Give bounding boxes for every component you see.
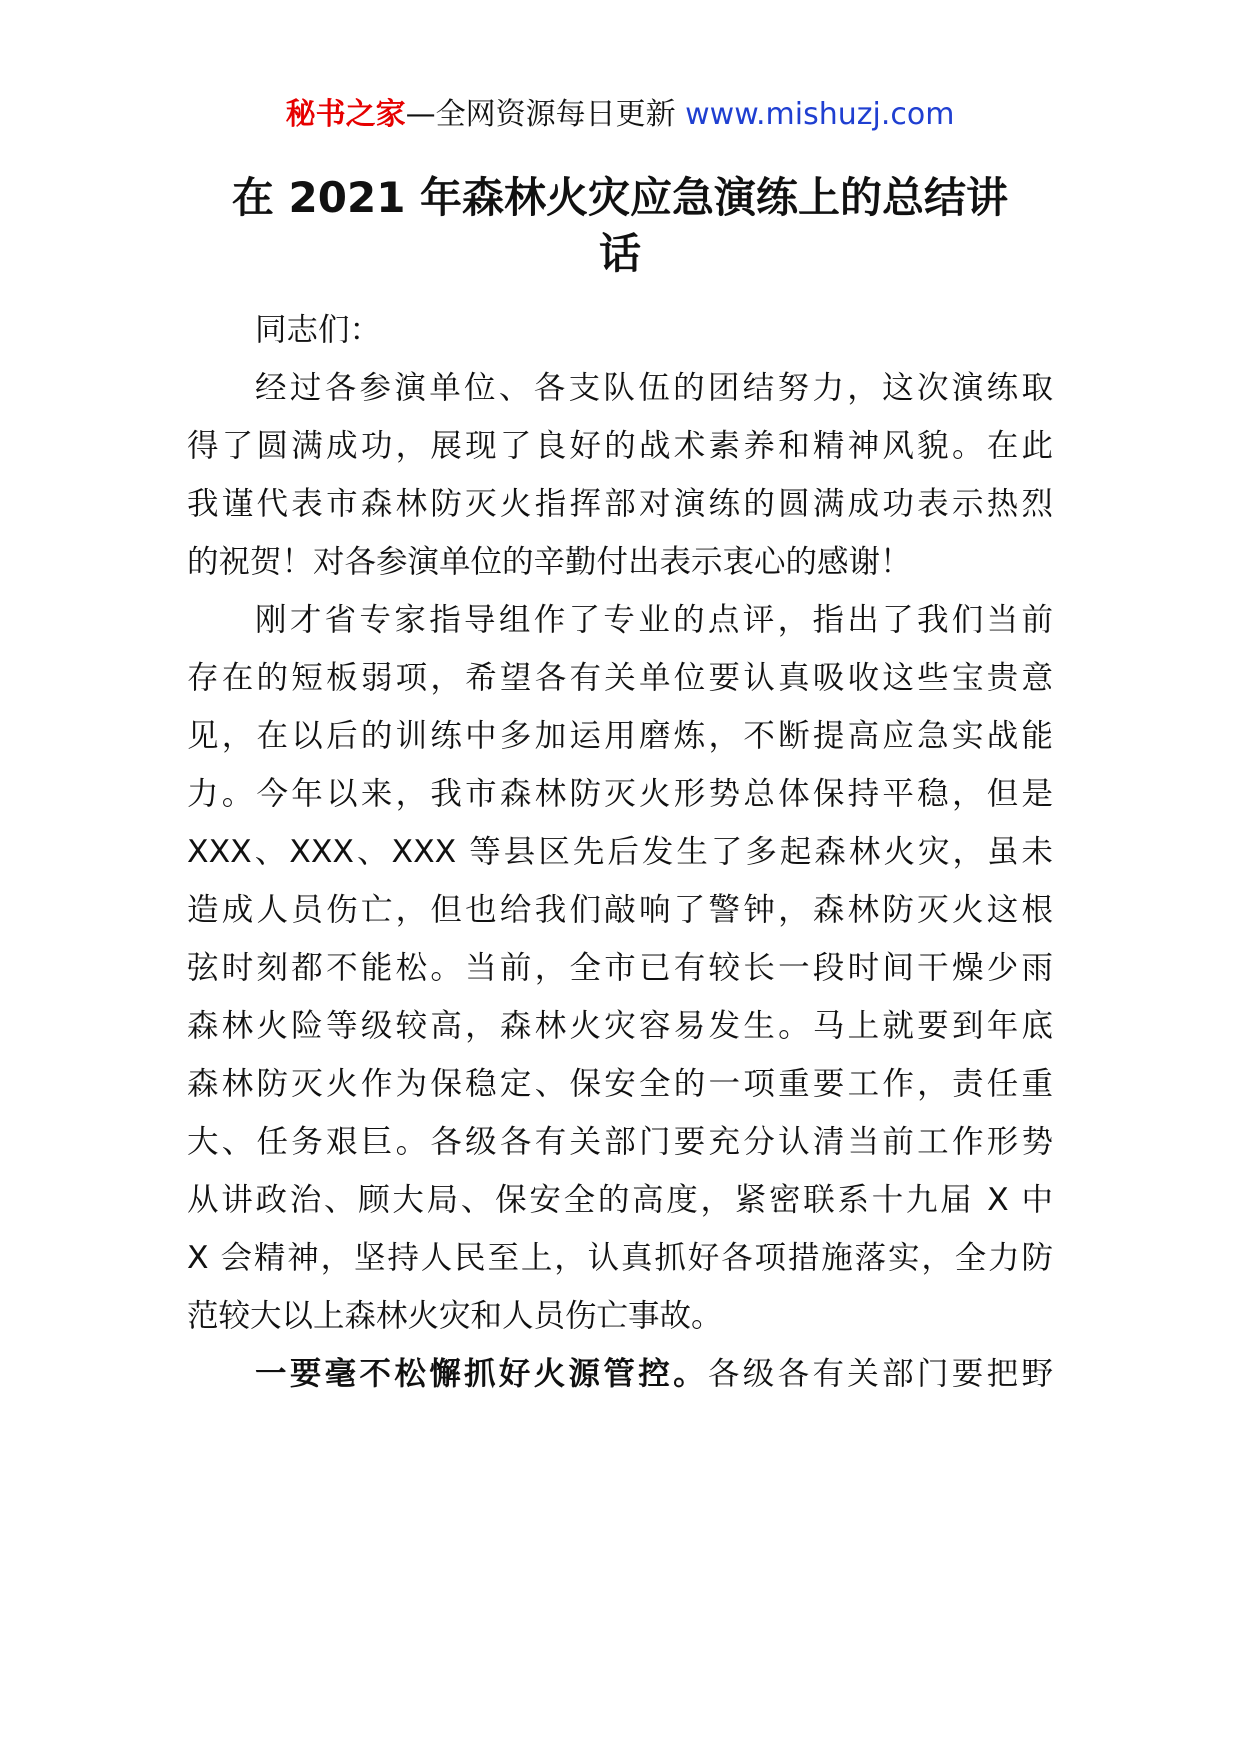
paragraph-2-line-7: 弦时刻都不能松。当前，全市已有较长一段时间干燥少雨 — [187, 950, 1053, 986]
paragraph-1-line-3: 我谨代表市森林防灭火指挥部对演练的圆满成功表示热烈 — [187, 486, 1053, 522]
paragraph-2-line-6: 造成人员伤亡，但也给我们敲响了警钟，森林防灭火这根 — [187, 892, 1053, 928]
paragraph-2-line-1: 刚才省专家指导组作了专业的点评，指出了我们当前 — [255, 602, 1053, 638]
site-tagline: —全网资源每日更新 — [405, 97, 676, 132]
site-url-link[interactable]: www.mishuzj.com — [685, 97, 955, 132]
paragraph-2-line-11: 从讲政治、顾大局、保安全的高度，紧密联系十九届 X 中 — [187, 1182, 1053, 1218]
document-title-line-1: 在 2021 年森林火灾应急演练上的总结讲 — [231, 173, 1009, 222]
paragraph-1-line-1: 经过各参演单位、各支队伍的团结努力，这次演练取 — [255, 370, 1053, 406]
paragraph-2-line-13: 范较大以上森林火灾和人员伤亡事故。 — [187, 1298, 723, 1334]
paragraph-2-line-3: 见，在以后的训练中多加运用磨炼，不断提高应急实战能 — [187, 718, 1053, 754]
greeting: 同志们： — [255, 312, 382, 348]
paragraph-2-line-4: 力。今年以来，我市森林防灭火形势总体保持平稳，但是 — [187, 776, 1053, 812]
document-title-line-2: 话 — [598, 229, 641, 278]
paragraph-1-line-2: 得了圆满成功，展现了良好的战术素养和精神风貌。在此 — [187, 428, 1053, 464]
paragraph-2-line-8: 森林火险等级较高，森林火灾容易发生。马上就要到年底 — [187, 1008, 1053, 1044]
paragraph-2-line-10: 大、任务艰巨。各级各有关部门要充分认清当前工作形势 — [187, 1124, 1053, 1160]
paragraph-2-line-2: 存在的短板弱项，希望各有关单位要认真吸收这些宝贵意 — [187, 660, 1053, 696]
site-header — [0, 95, 1240, 135]
paragraph-3-text: 各级各有关部门要把野 — [707, 1356, 1053, 1392]
paragraph-2-line-5: XXX、XXX、XXX 等县区先后发生了多起森林火灾，虽未 — [187, 834, 1053, 870]
site-brand: 秘书之家 — [285, 97, 406, 132]
paragraph-2-line-9: 森林防灭火作为保稳定、保安全的一项重要工作，责任重 — [187, 1066, 1053, 1102]
paragraph-2-line-12: X 会精神，坚持人民至上，认真抓好各项措施落实，全力防 — [187, 1240, 1053, 1276]
paragraph-3-line-1 — [255, 1354, 1053, 1394]
paragraph-1-line-4: 的祝贺！对各参演单位的辛勤付出表示衷心的感谢！ — [187, 544, 912, 580]
paragraph-3-heading: 一要毫不松懈抓好火源管控。 — [255, 1356, 708, 1392]
